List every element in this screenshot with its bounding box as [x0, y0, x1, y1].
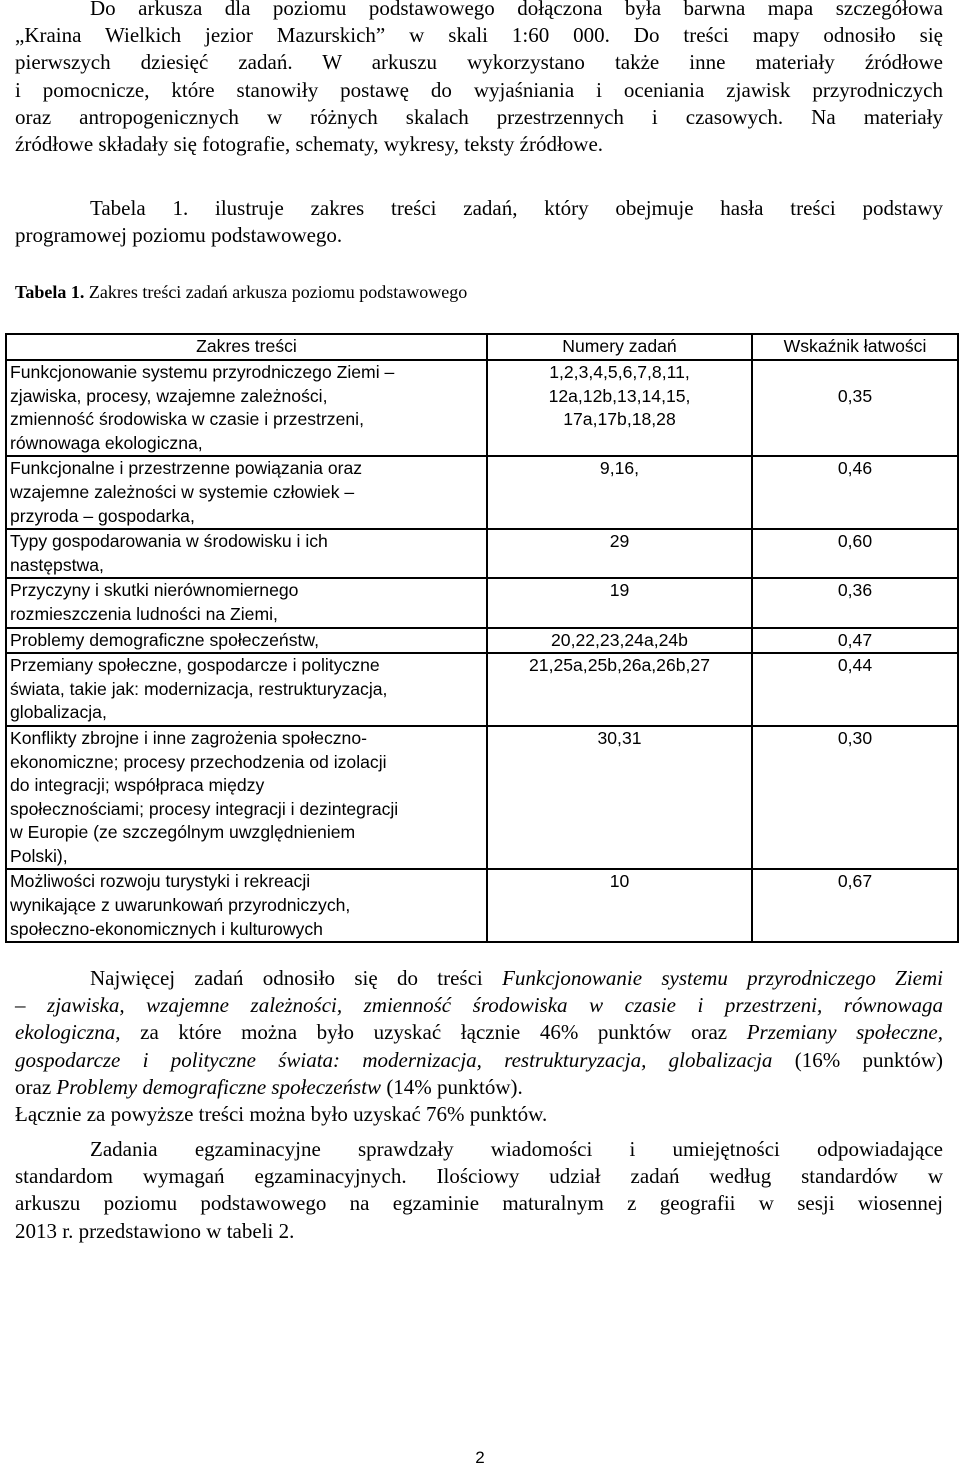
index-cell [752, 653, 958, 726]
scope-line: społeczno-ekonomicznych i kulturowych [10, 918, 323, 939]
paragraph-line [15, 1047, 943, 1074]
scope-cell [6, 628, 487, 654]
text-run: (16% punktów) [772, 1047, 943, 1072]
numbers-line: 12a,12b,13,14,15, [548, 385, 691, 406]
scope-line: społecznościami; procesy integracji i dezintegracji [10, 798, 399, 819]
index-cell [752, 578, 958, 627]
intro-line: Do arkusza dla poziomu podstawowego dołączona była barwna mapa szczegółowa [90, 0, 943, 20]
paragraph-line [15, 1074, 943, 1101]
numbers-cell [487, 578, 752, 627]
scope-cell [6, 578, 487, 627]
numbers-value: 9,16, [599, 458, 640, 479]
intro-line: źródłowe składały się fotografie, schematy, wykresy, teksty źródłowe. [15, 132, 604, 157]
scope-cell [6, 726, 487, 870]
scope-line: Przyczyny i skutki nierównomiernego [10, 580, 299, 601]
content-scope-table [5, 333, 959, 943]
numbers-cell [487, 869, 752, 942]
scope-line: Funkcjonalne i przestrzenne powiązania oraz [10, 458, 363, 479]
table-row [6, 726, 958, 870]
table-row [6, 869, 958, 942]
scope-cell [6, 360, 487, 456]
caption-label: Tabela 1. [15, 282, 85, 302]
table-caption [15, 280, 943, 304]
numbers-line: 1,2,3,4,5,6,7,8,11, [549, 362, 690, 382]
scope-line: przyroda – gospodarka, [10, 505, 195, 526]
scope-line: Przemiany społeczne, gospodarcze i polityczne [10, 655, 380, 676]
scope-line: świata, takie jak: modernizacja, restrukturyzacja, [10, 678, 388, 699]
table-row [6, 628, 958, 654]
index-cell [752, 456, 958, 529]
numbers-cell [487, 360, 752, 456]
scope-cell [6, 529, 487, 578]
paragraph-line: standardom wymagań egzaminacyjnych. Ilościowy udział zadań według standardów w [15, 1164, 943, 1189]
header-ease-index: Wskaźnik łatwości [752, 334, 958, 360]
index-value: 0,60 [837, 531, 873, 552]
intro-line: oraz antropogenicznych w różnych skalach przestrzennych i czasowych. Na materiały [15, 104, 943, 129]
text-run: oraz [15, 1074, 57, 1099]
numbers-line: 17a,17b,18,28 [563, 409, 676, 430]
scope-line: Problemy demograficzne społeczeństw, [10, 629, 320, 650]
scope-line: Typy gospodarowania w środowisku i ich [10, 531, 328, 552]
numbers-cell [487, 726, 752, 870]
scope-line: zmienność środowiska w czasie i przestrzeni, [10, 409, 364, 430]
paragraph-line: programowej poziomu podstawowego. [15, 223, 343, 248]
scope-line: Konflikty zbrojne i inne zagrożenia społeczno- [10, 727, 367, 748]
numbers-value: 30,31 [597, 727, 642, 748]
emphasis-run: Problemy demograficzne społeczeństw [56, 1074, 382, 1099]
scope-cell [6, 653, 487, 726]
emphasis-run: gospodarcze i polityczne świata: modernizacja, restrukturyzacja, globalizacja [15, 1047, 773, 1072]
paragraph-line: Tabela 1. ilustruje zakres treści zadań, który obejmuje hasła treści podstawy [90, 196, 943, 220]
scope-line: Polski), [10, 845, 68, 866]
paragraph-line: Łącznie za powyższe treści można było uzyskać 76% punktów. [15, 1102, 548, 1127]
numbers-cell [487, 653, 752, 726]
index-value: 0,35 [837, 386, 873, 406]
scope-line: następstwa, [10, 554, 104, 575]
numbers-value: 29 [609, 531, 630, 552]
emphasis-run: Funkcjonowanie systemu przyrodniczego Ziemi [502, 966, 943, 990]
paragraph-line [15, 965, 943, 992]
numbers-value: 10 [609, 871, 630, 892]
scope-line: wynikające z uwarunkowań przyrodniczych, [10, 895, 351, 916]
numbers-value: 19 [609, 580, 630, 601]
scope-line: do integracji; współpraca między [10, 775, 265, 796]
numbers-cell [487, 529, 752, 578]
index-cell [752, 529, 958, 578]
emphasis-run: – zjawiska, wzajemne zależności, zmienność środowiska w czasie i przestrzeni, równowaga [15, 993, 943, 1018]
scope-line: rozmieszczenia ludności na Ziemi, [10, 603, 278, 624]
scope-line: wzajemne zależności w systemie człowiek – [10, 481, 355, 502]
index-cell [752, 628, 958, 654]
numbers-value: 21,25a,25b,26a,26b,27 [529, 655, 710, 676]
header-scope: Zakres treści [6, 334, 487, 360]
numbers-cell [487, 456, 752, 529]
paragraph-line: Zadania egzaminacyjne sprawdzały wiadomości i umiejętności odpowiadające [90, 1137, 943, 1161]
scope-line: globalizacja, [10, 702, 107, 723]
scope-line: równowaga ekologiczna, [10, 432, 203, 453]
intro-line: pierwszych dziesięć zadań. W arkuszu wykorzystano także inne materiały źródłowe [15, 50, 943, 75]
paragraph-line: 2013 r. przedstawiono w tabeli 2. [15, 1218, 295, 1243]
text-run: za które można było uzyskać łącznie 46% punktów oraz [120, 1020, 747, 1045]
header-task-numbers: Numery zadań [487, 334, 752, 360]
text-run: (14% punktów). [381, 1074, 523, 1099]
index-value: 0,46 [837, 458, 873, 479]
caption-text: Zakres treści zadań arkusza poziomu podstawowego [84, 282, 468, 302]
index-value: 0,30 [837, 727, 873, 748]
table-intro-paragraph [15, 195, 943, 249]
emphasis-run: ekologiczna, [15, 1020, 121, 1045]
scope-cell [6, 869, 487, 942]
page-number: 2 [475, 1448, 485, 1467]
emphasis-run: Przemiany społeczne, [746, 1020, 943, 1045]
table-row [6, 578, 958, 627]
index-value: 0,47 [837, 629, 873, 650]
scope-line: w Europie (ze szczególnym uwzględnieniem [10, 822, 356, 843]
index-value: 0,44 [837, 655, 873, 676]
index-value: 0,67 [837, 871, 873, 892]
scope-cell [6, 456, 487, 529]
numbers-cell [487, 628, 752, 654]
table-row [6, 456, 958, 529]
table-row [6, 529, 958, 578]
index-cell [752, 360, 958, 456]
index-value: 0,36 [837, 580, 873, 601]
standards-paragraph [15, 1136, 943, 1245]
intro-line: „Kraina Wielkich jezior Mazurskich” w skali 1:60 000. Do treści mapy odnosiło się [15, 23, 943, 48]
table-row [6, 360, 958, 456]
table-row [6, 653, 958, 726]
index-cell [752, 869, 958, 942]
table-header-row [6, 334, 958, 360]
index-cell [752, 726, 958, 870]
paragraph-line [15, 1019, 943, 1046]
text-run: Najwięcej zadań odnosiło się do treści [90, 966, 503, 990]
paragraph-line: arkuszu poziomu podstawowego na egzaminie maturalnym z geografii w sesji wiosennej [15, 1191, 943, 1216]
scope-line: zjawiska, procesy, wzajemne zależności, [10, 385, 328, 406]
paragraph-line [15, 992, 943, 1019]
scope-line: Funkcjonowanie systemu przyrodniczego Ziemi – [10, 362, 395, 382]
scope-line: ekonomiczne; procesy przechodzenia od izolacji [10, 751, 387, 772]
summary-paragraph [15, 965, 943, 1128]
intro-line: i pomocnicze, które stanowiły postawę do wyjaśniania i oceniania zjawisk przyrodniczych [15, 77, 943, 102]
numbers-value: 20,22,23,24a,24b [551, 629, 688, 650]
intro-paragraph [15, 0, 943, 158]
scope-line: Możliwości rozwoju turystyki i rekreacji [10, 871, 311, 892]
